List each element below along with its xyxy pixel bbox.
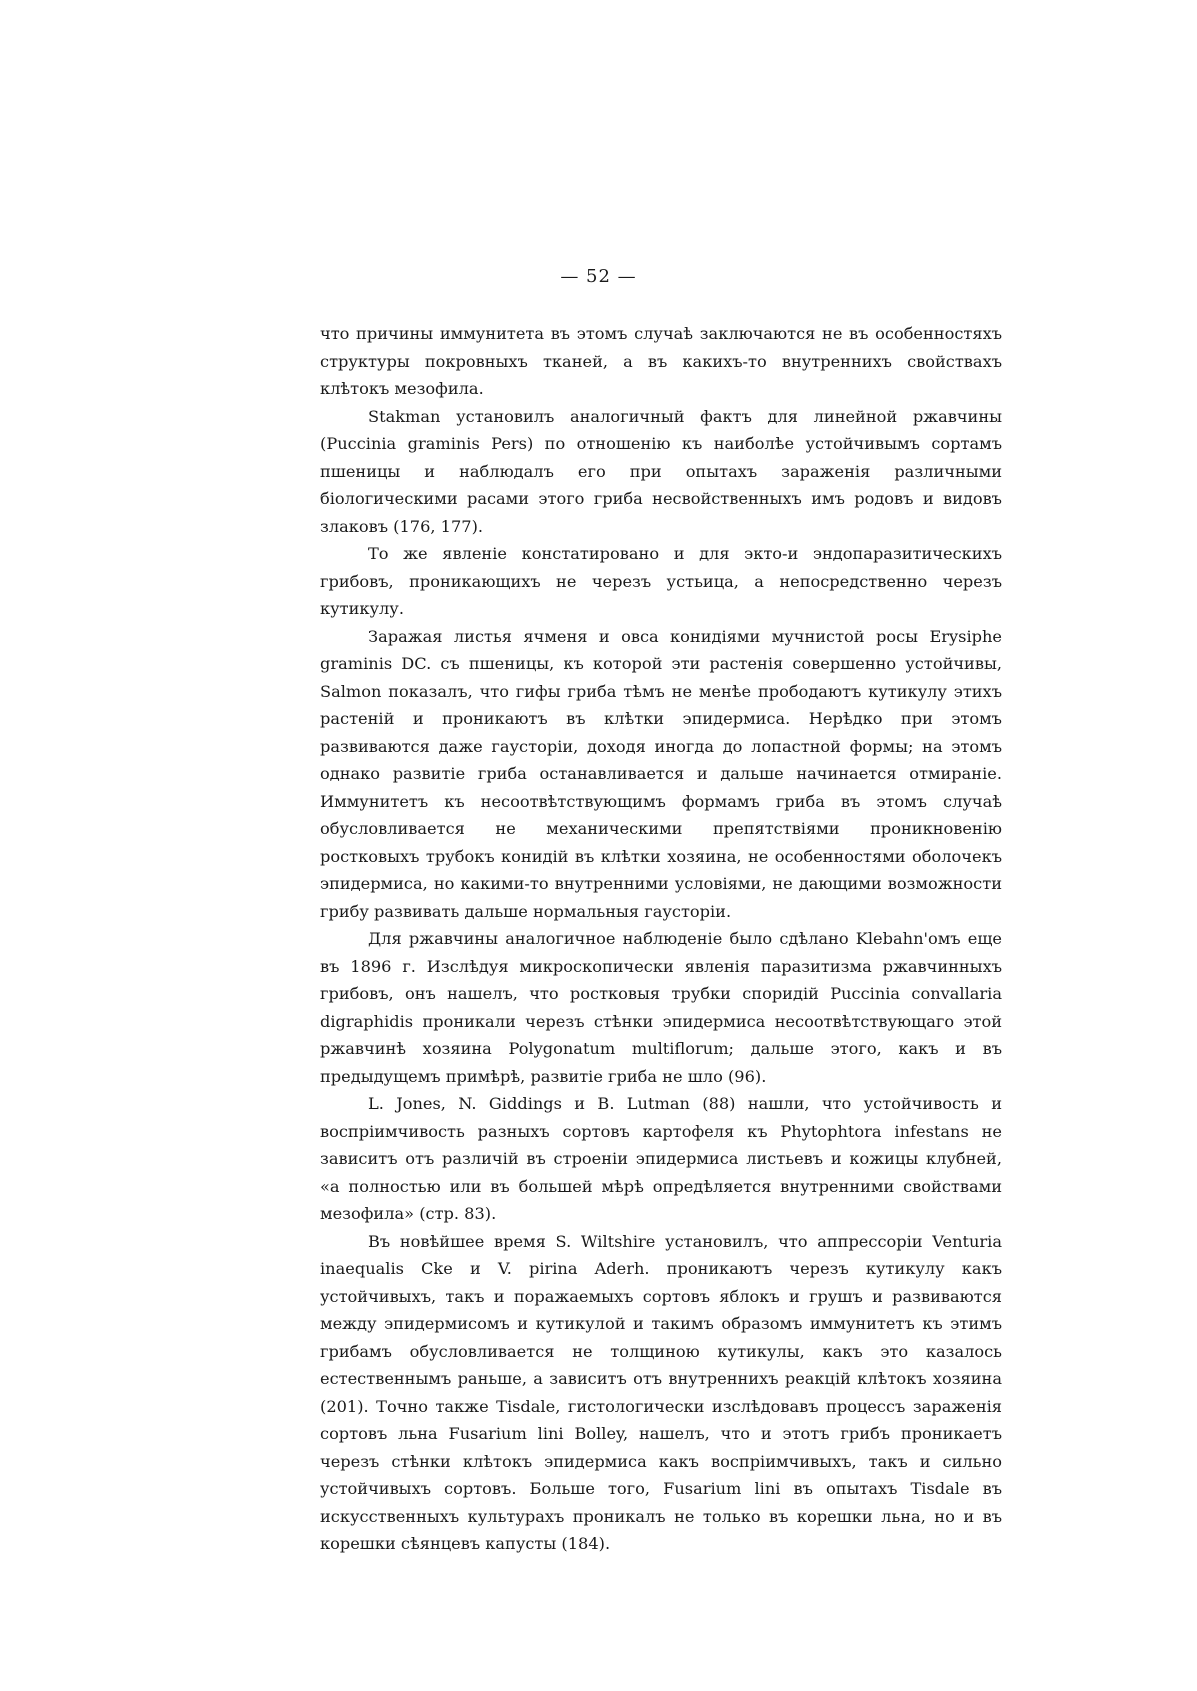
paragraph: Stakman установилъ аналогичный фактъ для линейной ржавчины (Puccinia graminis Pers) по отношенію къ наиболѣе устойчивымъ сортамъ пшеницы и наблюдалъ его при опытахъ зараженія различными біологическими расами этого гриба несвойственныхъ имъ родовъ и видовъ злаковъ (176, 177). <box>320 406 1002 536</box>
paragraph: Для ржавчины аналогичное наблюденіе было сдѣлано Klebahn'омъ еще въ 1896 г. Изслѣдуя микроскопически явленія паразитизма ржавчинныхъ грибовъ, онъ нашелъ, что ростковыя трубки споридій Puccinia convallaria digraphidis проникали черезъ стѣнки эпидермиса несоотвѣтствующаго этой ржавчинѣ хозяина Polygonatum multiflorum; дальше этого, какъ и въ предыдущемъ примѣрѣ, развитіе гриба не шло (96). <box>320 929 1002 1086</box>
page-number: — 52 — <box>560 266 637 287</box>
paragraph: L. Jones, N. Giddings и B. Lutman (88) нашли, что устойчивость и воспріимчивость разныхъ сортовъ картофеля къ Phytophtora infestans не зависитъ отъ различій въ строеніи эпидермиса листьевъ и кожицы клубней, «а полностью или въ большей мѣрѣ опредѣляется внутренними свойствами мезофила» (стр. 83). <box>320 1094 1002 1223</box>
paragraph: Въ новѣйшее время S. Wiltshire установилъ, что аппрессоріи Venturia inaequalis Cke и V. pirina Aderh. проникаютъ черезъ кутикулу какъ устойчивыхъ, такъ и поражаемыхъ сортовъ яблокъ и грушъ и развиваются между эпидермисомъ и кутикулой и такимъ образомъ иммунитетъ къ этимъ грибамъ обусловливается не толщиною кутикулы, какъ это казалось естественнымъ раньше, а зависитъ отъ внутреннихъ реакцій клѣтокъ хозяина (201). Точно также Tisdale, гистологически изслѣдовавъ процессъ зараженія сортовъ льна Fusarium lini Bolley, нашелъ, что и этотъ грибъ проникаетъ черезъ стѣнки клѣтокъ эпидермиса какъ воспріимчивыхъ, такъ и сильно устойчивыхъ сортовъ. Больше того, Fusarium lini въ опытахъ Tisdale въ искусственныхъ культурахъ проникалъ не только въ корешки льна, но и въ корешки сѣянцевъ капусты (184). <box>320 1231 1002 1553</box>
paragraph: Заражая листья ячменя и овса конидіями мучнистой росы Erysiphe graminis DC. съ пшеницы, къ которой эти растенія совершенно устойчивы, Salmon показалъ, что гифы гриба тѣмъ не менѣе прободаютъ кутикулу этихъ растеній и проникаютъ въ клѣтки эпидермиса. Нерѣдко при этомъ развиваются даже гаусторіи, доходя иногда до лопастной формы; на этомъ однако развитіе гриба останавливается и дальше начинается отмираніе. Иммунитетъ къ несоотвѣтствующимъ формамъ гриба въ этомъ случаѣ обусловливается не механическими препятствіями проникновенію ростковыхъ трубокъ конидій въ клѣтки хозяина, не особенностями оболочекъ эпидермиса, но какими-то внутренними условіями, не дающими возможности грибу развивать дальше нормальныя гаусторіи. <box>320 626 1002 921</box>
body-text <box>320 320 1002 1558</box>
paragraph: То же явленіе констатировано и для экто-и эндопаразитическихъ грибовъ, проникающихъ не черезъ устьица, а непосредственно черезъ кутикулу. <box>320 544 1002 618</box>
paragraph: что причины иммунитета въ этомъ случаѣ заключаются не въ особенностяхъ структуры покровныхъ тканей, а въ какихъ-то внутреннихъ свойствахъ клѣтокъ мезофила. <box>320 324 1002 398</box>
